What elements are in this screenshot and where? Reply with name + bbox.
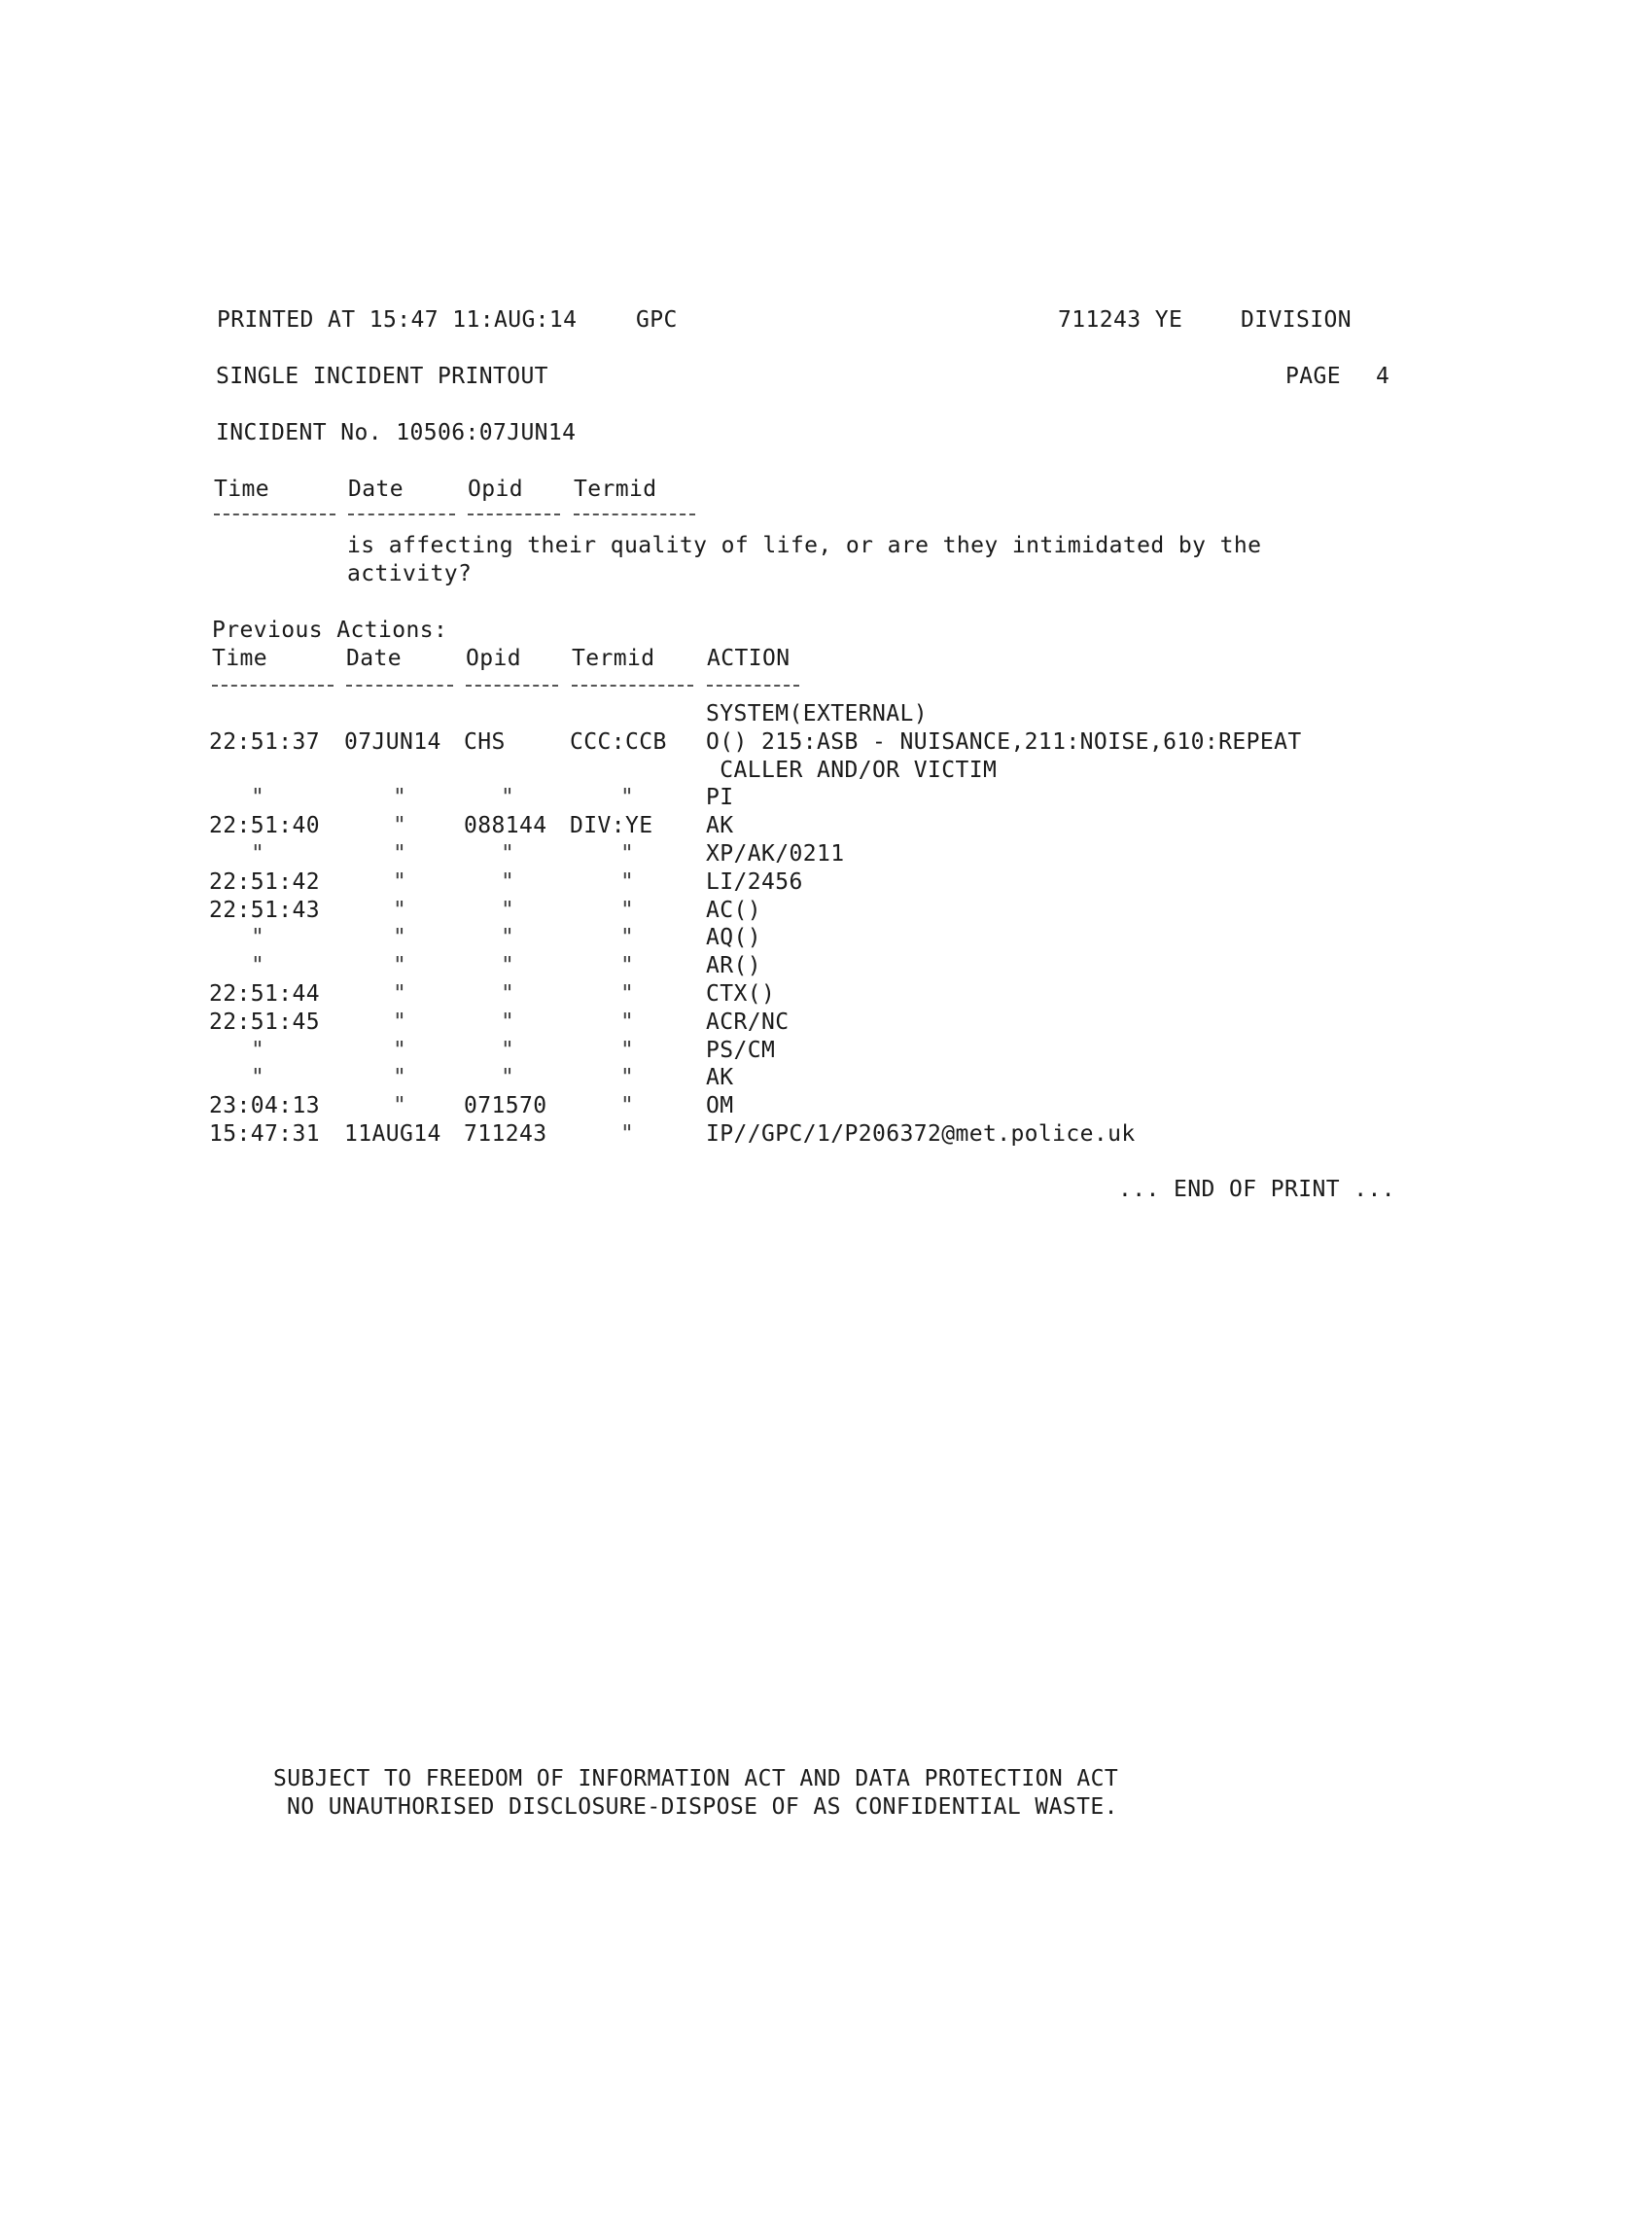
cell-termid: " <box>620 1009 635 1035</box>
column-header-opid: Opid <box>468 477 523 502</box>
cell-action: LI/2456 <box>706 868 803 895</box>
cell-time: " <box>251 953 265 979</box>
cell-action: SYSTEM(EXTERNAL) <box>706 701 928 726</box>
cell-action: ACR/NC <box>706 1009 790 1035</box>
cell-action: PI <box>706 785 734 811</box>
cell-action: O() 215:ASB - NUISANCE,211:NOISE,610:REPEAT <box>706 728 1302 755</box>
cell-opid: " <box>501 841 515 867</box>
page-label: PAGE <box>1285 364 1341 389</box>
header-underline <box>468 514 560 515</box>
cell-action: OM <box>706 1093 734 1119</box>
cell-opid: CHS <box>464 728 506 755</box>
header-underline <box>348 514 455 515</box>
cell-action: CALLER AND/OR VICTIM <box>706 757 998 783</box>
cell-termid: " <box>620 785 635 811</box>
cell-opid: " <box>501 1065 515 1091</box>
cell-opid: 071570 <box>464 1093 547 1119</box>
cell-opid: " <box>501 1037 515 1063</box>
cell-action: AQ() <box>706 925 761 951</box>
footer-notice-line: NO UNAUTHORISED DISCLOSURE-DISPOSE OF AS CONFIDENTIAL WASTE. <box>287 1794 1118 1820</box>
printed-location: GPC <box>636 307 678 333</box>
cell-date: " <box>393 1065 407 1091</box>
cell-time: 23:04:13 <box>209 1093 320 1119</box>
cell-opid: 711243 <box>464 1121 547 1147</box>
cell-termid: " <box>620 1037 635 1063</box>
cell-time: 22:51:42 <box>209 868 320 895</box>
cell-date: " <box>393 868 407 895</box>
cell-date: " <box>393 897 407 923</box>
end-of-print: ... END OF PRINT ... <box>1118 1177 1395 1202</box>
cell-opid: " <box>501 1009 515 1035</box>
cell-action: PS/CM <box>706 1037 776 1063</box>
column-header-time: Time <box>212 646 267 671</box>
column-header-termid: Termid <box>574 477 657 502</box>
cell-action: CTX() <box>706 981 776 1007</box>
cell-action: IP//GPC/1/P206372@met.police.uk <box>706 1121 1136 1147</box>
header-underline <box>574 514 695 515</box>
cell-opid: 088144 <box>464 813 547 839</box>
cell-termid: CCC:CCB <box>570 728 667 755</box>
cell-time: 22:51:37 <box>209 728 320 755</box>
cell-time: 22:51:44 <box>209 981 320 1007</box>
cell-time: 15:47:31 <box>209 1121 320 1147</box>
cell-time: 22:51:40 <box>209 813 320 839</box>
cell-date: 07JUN14 <box>344 728 441 755</box>
cell-date: " <box>393 925 407 951</box>
footer-notice-line: SUBJECT TO FREEDOM OF INFORMATION ACT AND DATA PROTECTION ACT <box>273 1766 1119 1791</box>
cell-termid: " <box>620 841 635 867</box>
cell-termid: DIV:YE <box>570 813 653 839</box>
column-header-time: Time <box>214 477 269 502</box>
actions-header-underline <box>707 685 799 687</box>
header-underline <box>214 514 335 515</box>
division-label: DIVISION <box>1241 307 1352 333</box>
cell-time: " <box>251 1065 265 1091</box>
cell-date: 11AUG14 <box>344 1121 441 1147</box>
cell-opid: " <box>501 897 515 923</box>
cell-termid: " <box>620 868 635 895</box>
cell-date: " <box>393 813 407 839</box>
actions-header-underline <box>572 685 693 687</box>
cell-termid: " <box>620 925 635 951</box>
cell-time: 22:51:43 <box>209 897 320 923</box>
narrative-line: is affecting their quality of life, or are they intimidated by the <box>347 533 1262 558</box>
narrative-line: activity? <box>347 561 473 586</box>
cell-action: AC() <box>706 897 761 923</box>
cell-time: " <box>251 785 265 811</box>
column-header-date: Date <box>346 646 402 671</box>
cell-action: AK <box>706 813 734 839</box>
cell-opid: " <box>501 785 515 811</box>
cell-time: " <box>251 841 265 867</box>
actions-header-underline <box>346 685 453 687</box>
cell-date: " <box>393 953 407 979</box>
column-header-termid: Termid <box>572 646 655 671</box>
actions-header-underline <box>212 685 334 687</box>
cell-date: " <box>393 1093 407 1119</box>
cell-termid: " <box>620 1121 635 1147</box>
cell-date: " <box>393 981 407 1007</box>
cell-time: " <box>251 1037 265 1063</box>
cell-opid: " <box>501 981 515 1007</box>
cell-date: " <box>393 1037 407 1063</box>
cell-action: XP/AK/0211 <box>706 841 845 867</box>
actions-header-underline <box>466 685 558 687</box>
cell-time: 22:51:45 <box>209 1009 320 1035</box>
cell-action: AR() <box>706 953 761 979</box>
column-header-date: Date <box>348 477 404 502</box>
cell-date: " <box>393 1009 407 1035</box>
cell-termid: " <box>620 981 635 1007</box>
page-number: 4 <box>1376 364 1390 389</box>
incident-number: INCIDENT No. 10506:07JUN14 <box>216 420 577 445</box>
cell-termid: " <box>620 1065 635 1091</box>
cell-opid: " <box>501 925 515 951</box>
column-header-action: ACTION <box>707 646 791 671</box>
cell-time: " <box>251 925 265 951</box>
report-title: SINGLE INCIDENT PRINTOUT <box>216 364 548 389</box>
column-header-opid: Opid <box>466 646 521 671</box>
user-reference: 711243 YE <box>1058 307 1183 333</box>
cell-termid: " <box>620 1093 635 1119</box>
cell-date: " <box>393 785 407 811</box>
cell-opid: " <box>501 868 515 895</box>
cell-termid: " <box>620 897 635 923</box>
cell-action: AK <box>706 1065 734 1091</box>
printed-at: PRINTED AT 15:47 11:AUG:14 <box>217 307 578 333</box>
previous-actions-label: Previous Actions: <box>212 618 448 643</box>
cell-date: " <box>393 841 407 867</box>
cell-termid: " <box>620 953 635 979</box>
cell-opid: " <box>501 953 515 979</box>
